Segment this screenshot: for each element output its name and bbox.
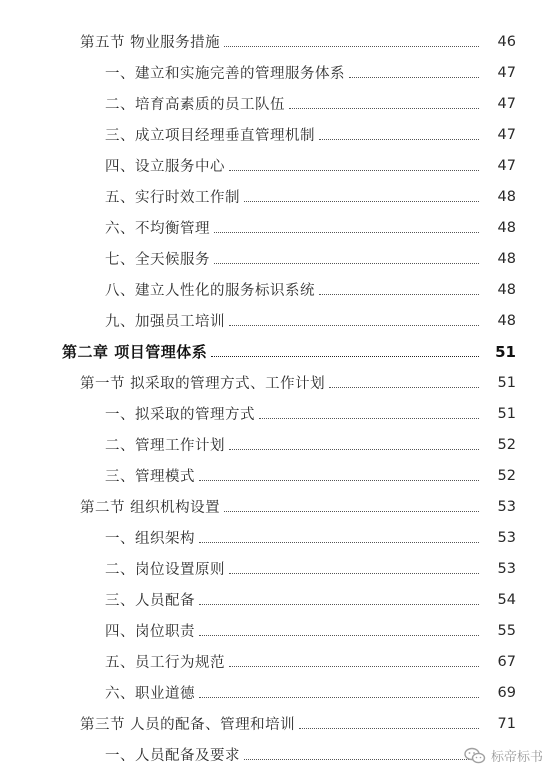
dot-leader <box>244 759 479 760</box>
dot-leader <box>199 635 479 636</box>
toc-page-number: 51 <box>495 342 516 361</box>
toc-entry-label: 三、人员配备 <box>105 593 195 609</box>
toc-item-row[interactable] <box>0 57 559 88</box>
dot-leader <box>319 294 479 295</box>
toc-entry-label: 一、组织架构 <box>105 531 195 547</box>
dot-leader <box>199 542 479 543</box>
toc-entry-label: 三、成立项目经理垂直管理机制 <box>105 128 315 144</box>
dot-leader <box>199 604 479 605</box>
toc-page-number: 55 <box>497 622 516 639</box>
toc-item-row[interactable] <box>0 119 559 150</box>
toc-entry-label: 三、管理模式 <box>105 469 195 485</box>
toc-page-number: 54 <box>497 591 516 608</box>
toc-item-row[interactable] <box>0 88 559 119</box>
dot-leader <box>229 449 479 450</box>
toc-entry-label: 九、加强员工培训 <box>105 314 225 330</box>
toc-entry-label: 一、拟采取的管理方式 <box>105 407 255 423</box>
dot-leader <box>229 170 479 171</box>
toc-page-number: 51 <box>497 374 516 391</box>
toc-item-row[interactable] <box>0 615 559 646</box>
toc-section-row[interactable] <box>0 26 559 57</box>
toc-entry-label: 二、岗位设置原则 <box>105 562 225 578</box>
toc-item-row[interactable] <box>0 212 559 243</box>
dot-leader <box>229 666 479 667</box>
dot-leader <box>214 232 479 233</box>
toc-item-row[interactable] <box>0 274 559 305</box>
toc-entry-label: 一、人员配备及要求 <box>105 748 240 764</box>
toc-entry-label: 四、设立服务中心 <box>105 159 225 175</box>
dot-leader <box>299 728 479 729</box>
toc-page-number: 52 <box>497 467 516 484</box>
toc-item-row[interactable] <box>0 243 559 274</box>
toc-item-row[interactable] <box>0 646 559 677</box>
toc-item-row[interactable] <box>0 677 559 708</box>
toc-entry-label: 五、实行时效工作制 <box>105 190 240 206</box>
toc-item-row[interactable] <box>0 460 559 491</box>
toc-entry-label: 第二章 项目管理体系 <box>62 343 208 361</box>
toc-item-row[interactable] <box>0 429 559 460</box>
dot-leader <box>214 263 479 264</box>
toc-item-row[interactable] <box>0 522 559 553</box>
toc-item-row[interactable] <box>0 181 559 212</box>
toc-page-number: 48 <box>497 250 516 267</box>
toc-page-number: 69 <box>497 684 516 701</box>
toc-section-row[interactable] <box>0 491 559 522</box>
dot-leader <box>224 46 479 47</box>
toc-page-number: 47 <box>497 157 516 174</box>
toc-chapter-row[interactable] <box>0 336 559 367</box>
toc-page-number: 53 <box>497 498 516 515</box>
toc-entry-label: 七、全天候服务 <box>105 252 210 268</box>
dot-leader <box>229 573 479 574</box>
toc-entry-label: 一、建立和实施完善的管理服务体系 <box>105 66 345 82</box>
toc-entry-label: 八、建立人性化的服务标识系统 <box>105 283 315 299</box>
toc-page-number: 53 <box>497 529 516 546</box>
toc-page-number: 46 <box>497 33 516 50</box>
toc-entry-label: 四、岗位职责 <box>105 624 195 640</box>
toc-entry-label: 五、员工行为规范 <box>105 655 225 671</box>
toc-entry-label: 六、不均衡管理 <box>105 221 210 237</box>
toc-entry-label: 第五节 物业服务措施 <box>80 35 221 51</box>
toc-entry-label: 六、职业道德 <box>105 686 195 702</box>
dot-leader <box>199 697 479 698</box>
dot-leader <box>329 387 479 388</box>
toc-page-number: 53 <box>497 560 516 577</box>
toc-item-row[interactable] <box>0 398 559 429</box>
toc-section-row[interactable] <box>0 708 559 739</box>
toc-entry-label: 第二节 组织机构设置 <box>80 500 221 516</box>
toc-item-row[interactable] <box>0 305 559 336</box>
wechat-icon <box>464 747 486 765</box>
dot-leader <box>224 511 479 512</box>
toc-entry-label: 第三节 人员的配备、管理和培训 <box>80 717 296 733</box>
dot-leader <box>244 201 479 202</box>
dot-leader <box>229 325 479 326</box>
toc-page-number: 48 <box>497 188 516 205</box>
dot-leader <box>289 108 479 109</box>
toc-entry-label: 二、培育高素质的员工队伍 <box>105 97 285 113</box>
dot-leader <box>349 77 479 78</box>
toc-page-number: 47 <box>497 95 516 112</box>
toc-page-number: 47 <box>497 64 516 81</box>
toc-page-number: 48 <box>497 312 516 329</box>
toc-item-row[interactable] <box>0 584 559 615</box>
toc-page-number: 71 <box>497 715 516 732</box>
dot-leader <box>211 356 479 357</box>
toc-page-number: 47 <box>497 126 516 143</box>
dot-leader <box>259 418 479 419</box>
toc-item-row[interactable] <box>0 150 559 181</box>
dot-leader <box>199 480 479 481</box>
toc-page-number: 48 <box>497 219 516 236</box>
toc-page-number: 51 <box>497 405 516 422</box>
toc-page-number: 67 <box>497 653 516 670</box>
table-of-contents <box>0 26 559 770</box>
toc-page-number: 48 <box>497 281 516 298</box>
toc-section-row[interactable] <box>0 367 559 398</box>
watermark-text: 标帝标书 <box>490 750 543 765</box>
watermark <box>464 746 543 765</box>
toc-page-number: 52 <box>497 436 516 453</box>
toc-item-row[interactable] <box>0 553 559 584</box>
toc-entry-label: 第一节 拟采取的管理方式、工作计划 <box>80 376 326 392</box>
dot-leader <box>319 139 479 140</box>
toc-entry-label: 二、管理工作计划 <box>105 438 225 454</box>
